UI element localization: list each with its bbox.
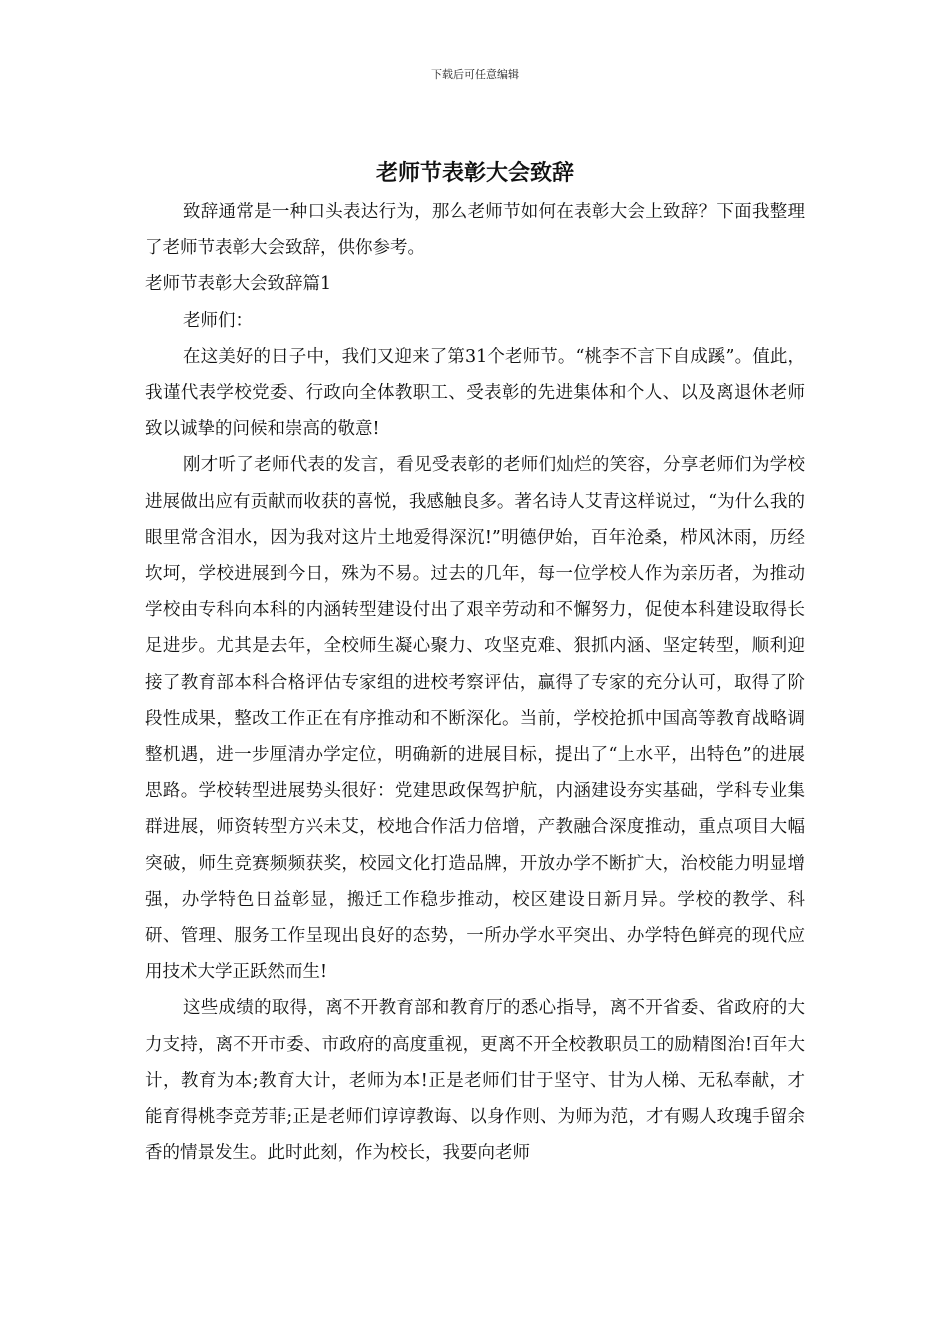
intro-paragraph: 致辞通常是一种口头表达行为，那么老师节如何在表彰大会上致辞？下面我整理了老师节表彰大会致辞，供你参考。 (145, 202, 805, 259)
document-title: 老师节表彰大会致辞 (375, 160, 574, 186)
header-note: 下载后可任意编辑 (431, 68, 519, 81)
section-heading: 老师节表彰大会致辞篇1 (145, 274, 332, 295)
document-body (145, 194, 805, 1171)
body-paragraph-3: 这些成绩的取得，离不开教育部和教育厅的悉心指导，离不开省委、省政府的大力支持，离不开市委、市政府的高度重视，更离不开全校教职员工的励精图治!百年大计，教育为本;教育大计，老师为本!正是老师们甘于坚守、甘为人梯、无私奉献，才能育得桃李竞芳菲;正是老师们谆谆教诲、以身作则、为师为范，才有赐人玫瑰手留余香的情景发生。此时此刻，作为校长，我要向老师 (145, 998, 805, 1164)
body-paragraph-1: 在这美好的日子中，我们又迎来了第31个老师节。“桃李不言下自成蹊”。值此，我谨代表学校党委、行政向全体教职工、受表彰的先进集体和个人、以及离退休老师致以诚挚的问候和崇高的敬意! (145, 346, 805, 440)
body-paragraph-2: 刚才听了老师代表的发言，看见受表彰的老师们灿烂的笑容，分享老师们为学校进展做出应有贡献而收获的喜悦，我感触良多。著名诗人艾青这样说过，“为什么我的眼里常含泪水，因为我对这片土地爱得深沉!”明德伊始，百年沧桑，栉风沐雨，历经坎坷，学校进展到今日，殊为不易。过去的几年，每一位学校人作为亲历者，为推动学校由专科向本科的内涵转型建设付出了艰辛劳动和不懈努力，促使本科建设取得长足进步。尤其是去年，全校师生凝心聚力、攻坚克难、狠抓内涵、坚定转型，顺利迎接了教育部本科合格评估专家组的进校考察评估，赢得了专家的充分认可，取得了阶段性成果，整改工作正在有序推动和不断深化。当前，学校抢抓中国高等教育战略调整机遇，进一步厘清办学定位，明确新的进展目标，提出了“上水平，出特色”的进展思路。学校转型进展势头很好：党建思政保驾护航，内涵建设夯实基础，学科专业集群进展，师资转型方兴未艾，校地合作活力倍增，产教融合深度推动，重点项目大幅突破，师生竞赛频频获奖，校园文化打造品牌，开放办学不断扩大，治校能力明显增强，办学特色日益彰显，搬迁工作稳步推动，校区建设日新月异。学校的教学、科研、管理、服务工作呈现出良好的态势，一所办学水平突出、办学特色鲜亮的现代应用技术大学正跃然而生! (145, 455, 805, 983)
salutation: 老师们： (183, 310, 253, 331)
